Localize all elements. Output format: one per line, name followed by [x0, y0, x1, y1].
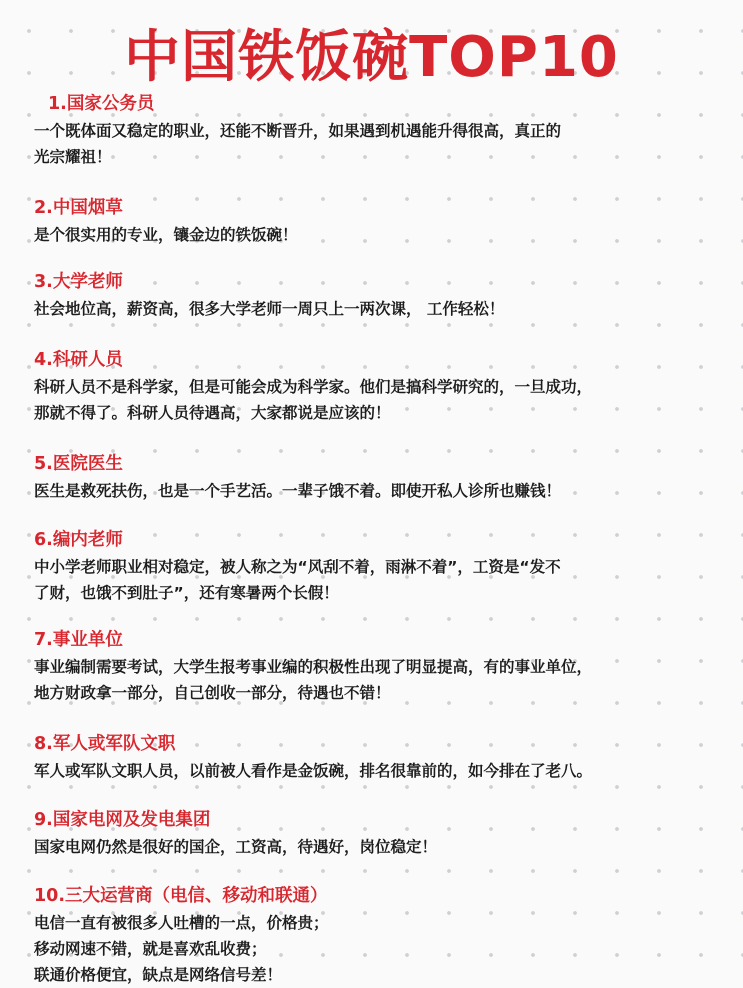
list-item-4 [34, 348, 724, 426]
list-item-10 [34, 884, 724, 988]
description-line: 那就不得了。科研人员待遇高，大家都说是应该的！ [34, 404, 391, 422]
description-line: 移动网速不错，就是喜欢乱收费； [34, 940, 267, 958]
description-line: 了财，也饿不到肚子”，还有寒暑两个长假！ [34, 584, 339, 602]
page-title: 中国铁饭碗TOP10 [124, 25, 619, 90]
description-line: 电信一直有被很多人吐槽的一点，价格贵； [34, 914, 329, 932]
list-item-9 [34, 808, 724, 860]
item-heading: 10.三大运营商（电信、移动和联通） [34, 886, 328, 906]
item-description [34, 478, 724, 504]
description-line: 国家电网仍然是很好的国企，工资高，待遇好，岗位稳定！ [34, 838, 438, 856]
description-line: 科研人员不是科学家，但是可能会成为科学家。他们是搞科学研究的，一旦成功， [34, 378, 593, 396]
item-description [34, 296, 724, 322]
item-description [34, 222, 724, 248]
item-description [34, 758, 724, 784]
item-description [34, 118, 724, 170]
item-heading: 3.大学老师 [34, 272, 123, 292]
description-line: 医生是救死扶伤，也是一个手艺活。一辈子饿不着。即使开私人诊所也赚钱！ [34, 482, 562, 500]
description-line: 是个很实用的专业，镶金边的铁饭碗！ [34, 226, 298, 244]
item-heading: 4.科研人员 [34, 350, 123, 370]
item-heading: 8.军人或军队文职 [34, 734, 176, 754]
list-item-6 [34, 528, 724, 606]
description-line: 光宗耀祖！ [34, 148, 112, 166]
list-item-5 [34, 452, 724, 504]
list-item-3 [34, 270, 724, 322]
description-line: 地方财政拿一部分，自己创收一部分，待遇也不错！ [34, 684, 391, 702]
item-heading: 2.中国烟草 [34, 198, 123, 218]
item-description [34, 654, 724, 706]
list-item-1 [34, 92, 724, 170]
description-line: 中小学老师职业相对稳定，被人称之为“风刮不着，雨淋不着”，工资是“发不 [34, 558, 561, 576]
item-heading: 7.事业单位 [34, 630, 123, 650]
list-item-7 [34, 628, 724, 706]
list-item-8 [34, 732, 724, 784]
item-description [34, 834, 724, 860]
description-line: 一个既体面又稳定的职业，还能不断晋升，如果遇到机遇能升得很高，真正的 [34, 122, 562, 140]
description-line: 联通价格便宜，缺点是网络信号差！ [34, 966, 283, 984]
item-heading: 1.国家公务员 [48, 94, 155, 114]
item-heading: 9.国家电网及发电集团 [34, 810, 211, 830]
item-heading: 5.医院医生 [34, 454, 123, 474]
item-description [34, 910, 724, 988]
list-item-2 [34, 196, 724, 248]
description-line: 事业编制需要考试，大学生报考事业编的积极性出现了明显提高，有的事业单位， [34, 658, 593, 676]
item-description [34, 554, 724, 606]
description-line: 军人或军队文职人员，以前被人看作是金饭碗，排名很靠前的，如今排在了老八。 [34, 762, 593, 780]
description-line: 社会地位高，薪资高，很多大学老师一周只上一两次课， 工作轻松！ [34, 300, 505, 318]
item-heading: 6.编内老师 [34, 530, 123, 550]
item-description [34, 374, 724, 426]
